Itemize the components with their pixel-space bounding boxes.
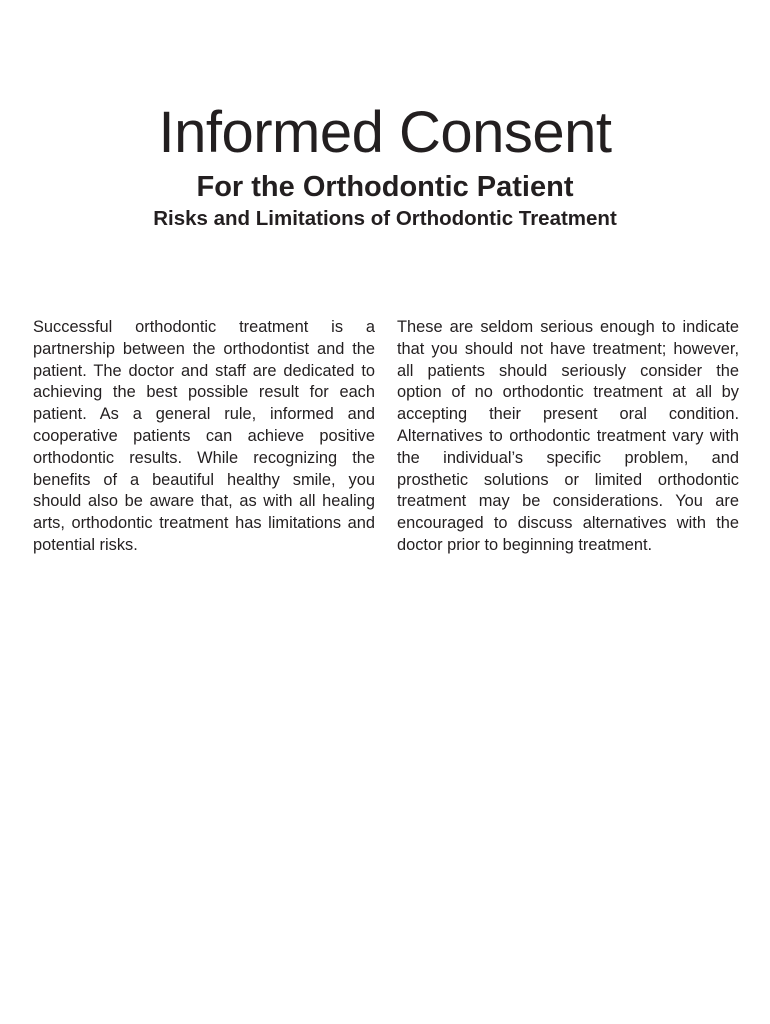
left-column-paragraph: Successful orthodontic treatment is a partnership between the orthodontist and the patient. The doctor and staff are dedicated to achieving the best possible result for each patient. As a general rule, informed and cooperative patients can achieve positive orthodontic results. While recognizing the benefits of a beautiful healthy smile, you should also be aware that, as with all healing arts, orthodontic treatment has limitations and potential risks. [33,318,375,554]
document-subtitle: For the Orthodontic Patient [196,171,574,203]
document-title: Informed Consent [158,100,612,165]
body-columns [33,317,739,557]
right-column-paragraph: These are seldom serious enough to indicate that you should not have treatment; however, all patients should seriously consider the option of no orthodontic treatment at all by accepting their present oral condition. Alternatives to orthodontic treatment vary with the individual’s specific problem, and prosthetic solutions or limited orthodontic treatment may be considerations. You are encouraged to discuss alternatives with the doctor prior to beginning treatment. [397,318,739,554]
document-header [0,98,770,232]
document-section-heading: Risks and Limitations of Orthodontic Treatment [153,207,617,230]
